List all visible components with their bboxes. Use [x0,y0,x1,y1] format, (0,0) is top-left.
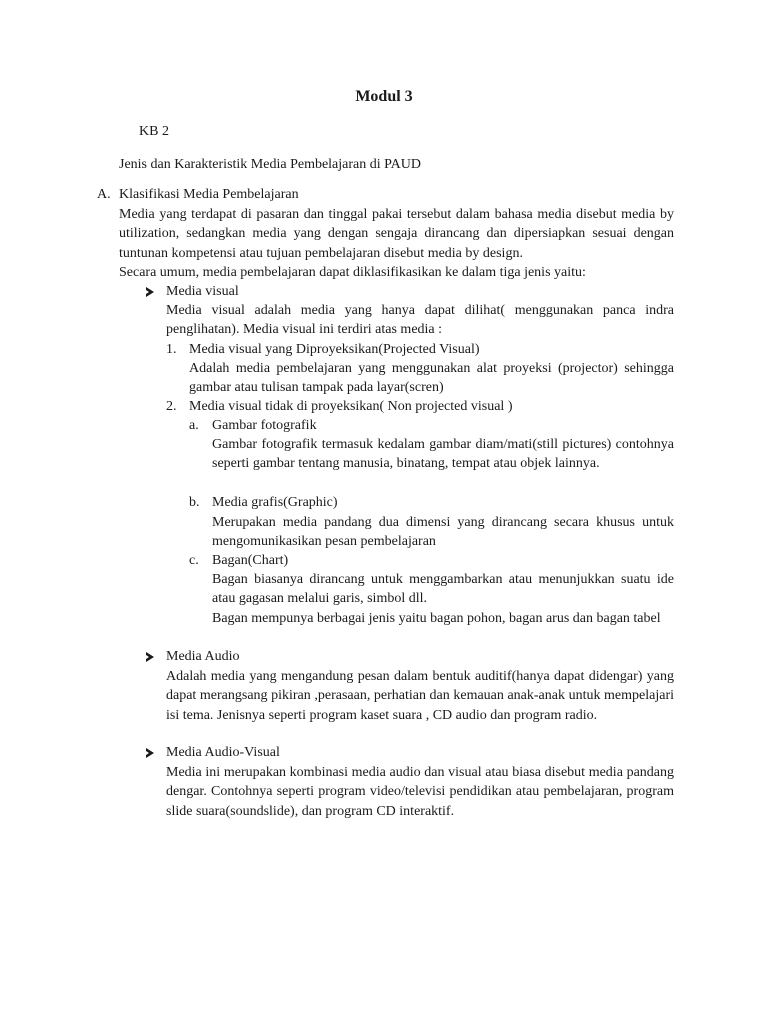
media-visual-heading: Media visual [166,284,239,299]
section-a-paragraph-1: Media yang terdapat di pasaran dan tinggal pakai tersebut dalam bahasa media disebut media by utilization, sedangkan media yang dengan sengaja dirancang dan dipersiapkan sesuai dengan tuntunan kompetensi atau tujuan pembelajaran disebut media by design. [119,207,674,261]
list-item-2-marker: 2. [166,399,177,414]
section-a-marker: A. [97,187,111,202]
photographic-heading: Gambar fotografik [212,418,317,433]
photographic-description: Gambar fotografik termasuk kedalam gambar diam/mati(still pictures) contohnya seperti gambar tentang manusia, binatang, tempat atau objek lainnya. [212,437,674,472]
graphic-description: Merupakan media pandang dua dimensi yang dirancang secara khusus untuk mengomunikasikan pesan pembelajaran [212,515,674,550]
document-title: Modul 3 [355,88,413,105]
media-audio-description: Adalah media yang mengandung pesan dalam bentuk auditif(hanya dapat didengar) yang dapat merangsang pikiran ,perasaan, perhatian dan kemauan anak-anak untuk mempelajari isi tema. Jenisnya seperti program kaset suara , CD audio dan program radio. [166,669,674,723]
list-item-1-marker: 1. [166,342,177,357]
section-a-heading: Klasifikasi Media Pembelajaran [119,187,299,202]
section-a-paragraph-2: Secara umum, media pembelajaran dapat diklasifikasikan ke dalam tiga jenis yaitu: [119,265,586,280]
sub-item-b-marker: b. [189,495,200,510]
non-projected-visual-heading: Media visual tidak di proyeksikan( Non projected visual ) [189,399,513,414]
kb-label: KB 2 [139,124,169,139]
document-subtitle: Jenis dan Karakteristik Media Pembelajaran di PAUD [119,157,421,172]
media-visual-description: Media visual adalah media yang hanya dapat dilihat( menggunakan panca indra penglihatan). Media visual ini terdiri atas media : [166,303,674,338]
bullet-arrow-icon [146,287,158,299]
chart-description-1: Bagan biasanya dirancang untuk menggambarkan atau menunjukkan suatu ide atau gagasan melalui garis, simbol dll. [212,572,674,607]
chart-heading: Bagan(Chart) [212,553,289,568]
media-audio-heading: Media Audio [166,649,240,664]
sub-item-a-marker: a. [189,418,199,433]
projected-visual-heading: Media visual yang Diproyeksikan(Projected Visual) [189,342,480,357]
media-audio-visual-description: Media ini merupakan kombinasi media audio dan visual atau biasa disebut media pandang dengar. Contohnya seperti program video/televisi pendidikan atau pembelajaran, program slide suara(soundslide), dan program CD interaktif. [166,765,674,819]
graphic-heading: Media grafis(Graphic) [212,495,338,510]
projected-visual-description: Adalah media pembelajaran yang menggunakan alat proyeksi (projector) sehingga gambar atau tulisan tampak pada layar(scren) [189,361,674,396]
sub-item-c-marker: c. [189,553,199,568]
bullet-arrow-icon [146,652,158,664]
chart-description-2: Bagan mempunya berbagai jenis yaitu bagan pohon, bagan arus dan bagan tabel [212,611,661,626]
bullet-arrow-icon [146,748,158,760]
media-audio-visual-heading: Media Audio-Visual [166,745,280,760]
